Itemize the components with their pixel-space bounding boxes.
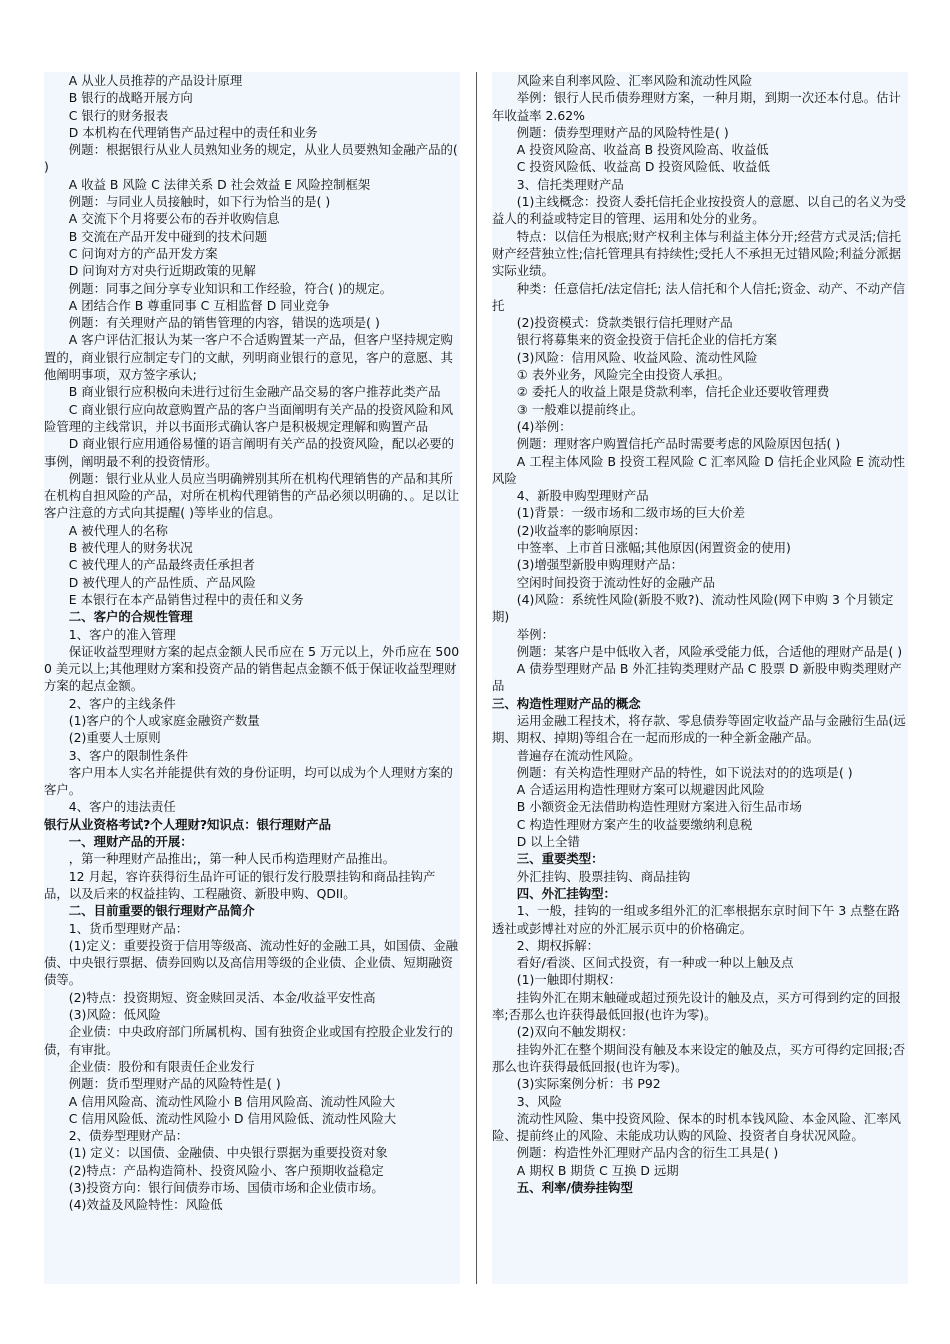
text-line: 1、货币型理财产品： <box>68 920 189 936</box>
text-line: 例题：债券型理财产品的风险特性是( ) <box>516 124 729 140</box>
text-line: B 交流在产品开发中碰到的技术问题 <box>68 228 268 244</box>
text-line: 外汇挂钩、股票挂钩、商品挂钩 <box>516 868 691 884</box>
text-line: 挂钩外汇在整个期间没有触及本来设定的触及点，买方可得约定回报;否那么也许获得最低回报(也许为零)。 <box>492 1041 906 1074</box>
text-line: B 被代理人的财务状况 <box>68 540 193 556</box>
text-line: 3、信托类理财产品 <box>516 176 624 192</box>
text-line: D 本机构在代理销售产品过程中的责任和业务 <box>68 124 318 140</box>
text-line: C 商业银行应向故意购置产品的客户当面阐明有关产品的投资风险和风险管理的主线常识，并以书面形式确认客户是积极规定理解和购置产品 <box>44 401 454 434</box>
section-heading: 三、重要类型： <box>516 851 604 867</box>
text-line: A 期权 B 期货 C 互换 D 远期 <box>516 1162 679 1178</box>
text-line: 1、一般，挂钩的一组或多组外汇的汇率根据东京时间下午 3 点整在路透社或彭博社对应的外汇展示页中的价格确定。 <box>492 903 900 936</box>
text-line: B 商业银行应积极向未进行过衍生金融产品交易的客户推荐此类产品 <box>68 384 441 400</box>
text-line: C 信用风险低、流动性风险小 D 信用风险低、流动性风险大 <box>68 1110 397 1126</box>
text-line: (2)重要人士原则 <box>68 730 161 746</box>
text-line: C 构造性理财方案产生的收益要缴纳利息税 <box>516 816 753 832</box>
section-heading: 四、外汇挂钩型： <box>516 885 616 901</box>
text-line: 例题：同事之间分享专业知识和工作经验，符合( )的规定。 <box>68 280 393 296</box>
section-heading: 一、理财产品的开展： <box>68 834 193 850</box>
text-line: 企业债：中央政府部门所属机构、国有独资企业或国有控股企业发行的债，有审批。 <box>44 1024 453 1057</box>
section-heading: 二、目前重要的银行理财产品简介 <box>68 903 255 919</box>
text-line: (3)风险：低风险 <box>68 1007 161 1023</box>
section-heading: 三、构造性理财产品的概念 <box>492 695 641 711</box>
text-line: ① 表外业务，风险完全由投资人承担。 <box>516 367 731 383</box>
text-line: (2)投资模式：贷款类银行信托理财产品 <box>516 315 733 331</box>
text-line: 1、客户的准入管理 <box>68 626 176 642</box>
text-line: A 合适运用构造性理财方案可以规避因此风险 <box>516 782 765 798</box>
text-line: 中签率、上市首日涨幅;其他原因(闲置资金的使用) <box>516 540 791 556</box>
text-line: C 投资风险低、收益高 D 投资风险低、收益低 <box>516 159 770 175</box>
text-line: 例题：某客户是中低收入者，风险承受能力低，合适他的理财产品是( ) <box>516 643 903 659</box>
text-line: A 投资风险高、收益高 B 投资风险高、收益低 <box>516 142 769 158</box>
text-line: 银行将募集来的资金投资于信托企业的信托方案 <box>516 332 777 348</box>
text-line: 举例：银行人民币债券理财方案，一种月期，到期一次还本付息。估计年收益率 2.62% <box>492 90 901 123</box>
text-line: 例题：理财客户购置信托产品时需要考虑的风险原因包括( ) <box>516 436 841 452</box>
text-line: 例题：货币型理财产品的风险特性是( ) <box>68 1076 281 1092</box>
text-line: 2、客户的主线条件 <box>68 695 176 711</box>
text-line: (1)主线概念：投资人委托信托企业按投资人的意愿、以自己的名义为受益人的利益或特定目的管理、运用和处分的业务。 <box>492 194 907 227</box>
text-line: 2、债券型理财产品： <box>68 1128 189 1144</box>
text-line: 3、客户的限制性条件 <box>68 747 189 763</box>
text-line: (2)收益率的影响原因： <box>516 522 646 538</box>
text-line: 4、新股申购型理财产品 <box>516 488 649 504</box>
text-line: (4)举例： <box>516 418 572 434</box>
text-line: 企业债：股份和有限责任企业发行 <box>68 1058 255 1074</box>
text-line: (3)风险：信用风险、收益风险、流动性风险 <box>516 349 758 365</box>
column-divider <box>476 72 477 1284</box>
text-line: (1)背景：一级市场和二级市场的巨大价差 <box>516 505 745 521</box>
text-line: ，第一种理财产品推出;，第一种人民币构造理财产品推出。 <box>68 851 396 867</box>
text-line: A 客户评估汇报认为某一客户不合适购置某一产品，但客户坚持规定购置的，商业银行应制定专门的文献，列明商业银行的意见，客户的意愿、其他阐明事项，双方签字承认; <box>44 332 453 383</box>
text-line: 2、期权拆解： <box>516 937 600 953</box>
text-line: D 商业银行应用通俗易懂的语言阐明有关产品的投资风险，配以必要的事例，阐明最不利的投资情形。 <box>44 436 454 469</box>
text-line: C 银行的财务报表 <box>68 107 169 123</box>
text-line: A 交流下个月将要公布的吞并收购信息 <box>68 211 280 227</box>
text-line: 运用金融工程技术，将存款、零息债券等固定收益产品与金融衍生品(远期、期权、掉期)等组合在一起而形成的一种全新金融产品。 <box>492 712 906 746</box>
text-line: A 工程主体风险 B 投资工程风险 C 汇率风险 D 信托企业风险 E 流动性风险 <box>492 453 906 486</box>
text-line: (2)特点：产品构造简朴、投资风险小、客户预期收益稳定 <box>68 1162 384 1178</box>
text-line: 种类：任意信托/法定信托; 法人信托和个人信托;资金、动产、不动产信托 <box>492 280 905 313</box>
text-line: 流动性风险、集中投资风险、保本的时机本钱风险、本金风险、汇率风险、提前终止的风险、未能成功认购的风险、投资者自身状况风险。 <box>492 1110 901 1144</box>
text-line: C 被代理人的产品最终责任承担者 <box>68 557 255 573</box>
text-line: 例题：有关理财产品的销售管理的内容，错误的选项是( ) <box>68 315 380 331</box>
text-line: (3)实际案例分析：书 P92 <box>516 1076 661 1092</box>
text-line: B 小额资金无法借助构造性理财方案进入衍生品市场 <box>516 799 802 815</box>
text-line: C 问询对方的产品开发方案 <box>68 245 218 261</box>
section-heading: 银行从业资格考试?个人理财?知识点：银行理财产品 <box>44 816 331 832</box>
text-line: (3)投资方向：银行间债券市场、国债市场和企业债市场。 <box>68 1180 384 1195</box>
section-heading: 五、利率/债券挂钩型 <box>516 1180 633 1195</box>
text-line: 挂钩外汇在期末触碰或超过预先设计的触及点，买方可得到约定的回报率;否那么也许获得最低回报(也许为零)。 <box>492 989 901 1023</box>
text-line: 特点：以信任为根底;财产权利主体与利益主体分开;经营方式灵活;信托财产经营独立性;信托管理具有持续性;受托人不承担无过错风险;利益分派据实际业绩。 <box>492 228 902 279</box>
text-line: 风险来自利率风险、汇率风险和流动性风险 <box>516 73 753 88</box>
text-line: (1)客户的个人或家庭金融资产数量 <box>68 712 260 728</box>
text-line: 例题：有关构造性理财产品的特性，如下说法对的的选项是( ) <box>516 764 853 780</box>
text-line: A 被代理人的名称 <box>68 522 168 538</box>
text-line: A 信用风险高、流动性风险小 B 信用风险高、流动性风险大 <box>68 1093 395 1109</box>
text-line: A 债券型理财产品 B 外汇挂钩类理财产品 C 股票 D 新股申购类理财产品 <box>492 661 902 694</box>
text-line: 例题：构造性外汇理财产品内含的衍生工具是( ) <box>516 1145 779 1161</box>
text-line: (3)增强型新股申购理财产品： <box>516 557 684 573</box>
section-heading: 二、客户的合规性管理 <box>68 609 193 625</box>
text-line: 4、客户的违法责任 <box>68 799 176 815</box>
text-line: ③ 一般难以提前终止。 <box>516 401 644 417</box>
text-line: (2)特点：投资期短、资金赎回灵活、本金/收益平安性高 <box>68 989 376 1005</box>
text-line: 例题：银行业从业人员应当明确辨别其所在机构代理销售的产品和其所在机构自担风险的产品，对所在机构代理销售的产品必须以明确的、。足以让客户注意的方式向其提醒( )等毕业的信息。 <box>44 470 460 521</box>
text-line: (1)定义：重要投资于信用等级高、流动性好的金融工具，如国债、金融债、中央银行票据、债券回购以及高信用等级的企业债、企业债、短期融资债等。 <box>44 937 459 988</box>
text-line: A 从业人员推荐的产品设计原理 <box>68 73 243 88</box>
text-line: (1)一触即付期权： <box>516 972 622 988</box>
text-line: 例题：根据银行从业人员熟知业务的规定，从业人员要熟知金融产品的( ) <box>44 142 462 175</box>
text-line: E 本银行在本产品销售过程中的责任和义务 <box>68 591 304 607</box>
text-line: 举例： <box>516 626 554 642</box>
text-line: D 问询对方对央行近期政策的见解 <box>68 263 256 279</box>
left-column <box>44 72 460 1284</box>
text-line: 12 月起，容许获得衍生品许可证的银行发行股票挂钩和商品挂钩产品，以及后来的权益挂钩、工程融资、新股申购、QDII。 <box>44 868 436 901</box>
text-line: 空闲时间投资于流动性好的金融产品 <box>516 574 716 590</box>
text-line: A 团结合作 B 尊重同事 C 互相监督 D 同业竞争 <box>68 297 330 313</box>
right-column <box>492 72 908 1284</box>
text-line: 客户用本人实名并能提供有效的身份证明，均可以成为个人理财方案的客户。 <box>44 764 453 798</box>
text-line: (2)双向不触发期权： <box>516 1024 634 1040</box>
text-line: ② 委托人的收益上限是贷款利率，信托企业还要收管理费 <box>516 384 830 400</box>
text-line: (4)风险：系统性风险(新股不败?)、流动性风险(网下申购 3 个月锁定期) <box>492 591 894 625</box>
text-line: 看好/看淡、区间式投资，有一种或一种以上触及点 <box>516 955 794 971</box>
text-line: 例题：与同业人员接触时，如下行为恰当的是( ) <box>68 194 331 210</box>
text-line: A 收益 B 风险 C 法律关系 D 社会效益 E 风险控制框架 <box>68 176 371 192</box>
text-line: 保证收益型理财方案的起点金额人民币应在 5 万元以上，外币应在 5000 美元以上;其他理财方案和投资产品的销售起点金额不低于保证收益型理财方案的起点金额。 <box>44 643 460 694</box>
text-line: D 以上全错 <box>516 834 580 850</box>
text-line: D 被代理人的产品性质、产品风险 <box>68 574 256 590</box>
text-line: (4)效益及风险特性：风险低 <box>68 1197 223 1213</box>
text-line: 普遍存在流动性风险。 <box>516 747 641 763</box>
text-line: B 银行的战略开展方向 <box>68 90 193 106</box>
text-line: 3、风险 <box>516 1093 562 1109</box>
text-line: (1) 定义：以国债、金融债、中央银行票据为重要投资对象 <box>68 1145 388 1161</box>
